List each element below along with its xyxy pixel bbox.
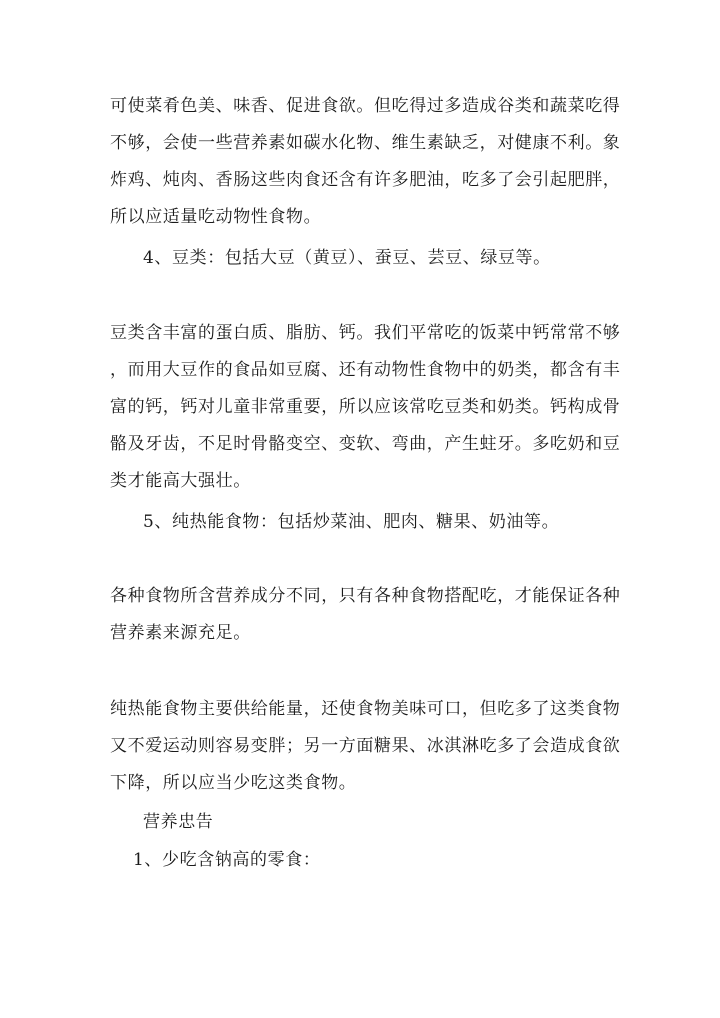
paragraph-beans xyxy=(110,315,621,500)
heading-nutrition-advice xyxy=(143,804,643,841)
text-line: 所以应适量吃动物性食物。 xyxy=(110,207,322,227)
list-item-low-sodium xyxy=(133,842,633,879)
heading-beans xyxy=(143,240,643,277)
text-line: 豆类含丰富的蛋白质、脂肪、钙。我们平常吃的饭菜中钙常常不够 xyxy=(110,323,621,343)
paragraph-meat-intro xyxy=(110,88,621,236)
text-line: 4、豆类：包括大豆（黄豆）、蚕豆、芸豆、绿豆等。 xyxy=(143,248,551,268)
heading-pure-energy-food xyxy=(143,504,643,541)
paragraph-food-variety xyxy=(110,578,621,652)
text-line: 又不爱运动则容易变胖；另一方面糖果、冰淇淋吃多了会造成食欲 xyxy=(110,736,621,756)
text-line: 5、纯热能食物：包括炒菜油、肥肉、糖果、奶油等。 xyxy=(143,512,560,532)
text-line: ，而用大豆作的食品如豆腐、还有动物性食物中的奶类，都含有丰 xyxy=(110,360,621,380)
text-line: 纯热能食物主要供给能量，还使食物美味可口，但吃多了这类食物 xyxy=(110,699,621,719)
text-line: 富的钙，钙对儿童非常重要，所以应该常吃豆类和奶类。钙构成骨 xyxy=(110,397,621,417)
text-line: 下降，所以应当少吃这类食物。 xyxy=(110,773,357,793)
text-line: 各种食物所含营养成分不同，只有各种食物搭配吃，才能保证各种 xyxy=(110,586,621,606)
paragraph-pure-energy xyxy=(110,691,621,802)
text-line: 营养忠告 xyxy=(143,812,214,832)
text-line: 不够，会使一些营养素如碳水化物、维生素缺乏，对健康不利。象 xyxy=(110,133,621,153)
text-line: 营养素来源充足。 xyxy=(110,623,251,643)
text-line: 1、少吃含钠高的零食： xyxy=(133,850,321,870)
text-line: 类才能高大强壮。 xyxy=(110,471,251,491)
text-line: 可使菜肴色美、味香、促进食欲。但吃得过多造成谷类和蔬菜吃得 xyxy=(110,96,621,116)
text-line: 炸鸡、炖肉、香肠这些肉食还含有许多肥油，吃多了会引起肥胖， xyxy=(110,170,621,190)
text-line: 骼及牙齿，不足时骨骼变空、变软、弯曲，产生蛀牙。多吃奶和豆 xyxy=(110,434,621,454)
